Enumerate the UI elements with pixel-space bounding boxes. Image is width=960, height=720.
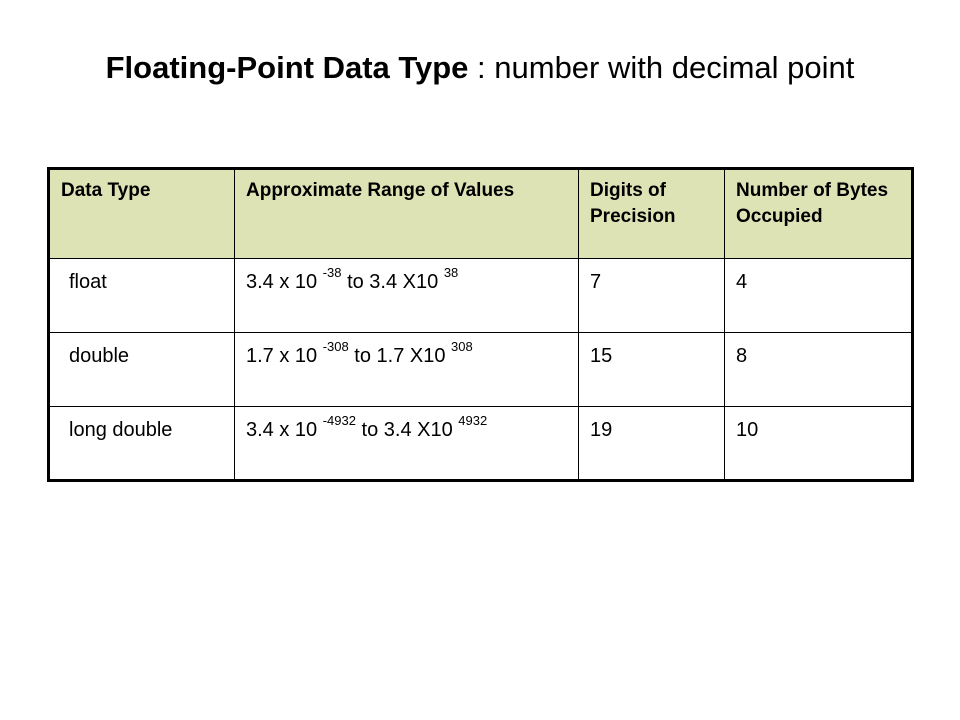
range-mid: to 3.4 X10 [341, 271, 444, 293]
cell-bytes: 4 [725, 259, 913, 333]
range-exponent-low: -308 [322, 339, 349, 354]
cell-type: long double [49, 407, 235, 481]
table-row [49, 333, 913, 407]
range-mid: to 1.7 X10 [348, 345, 452, 367]
data-type-table [47, 167, 914, 482]
cell-type: float [49, 259, 235, 333]
cell-type: double [49, 333, 235, 407]
cell-precision: 15 [579, 333, 725, 407]
cell-range [235, 407, 579, 481]
range-exponent-low: -38 [322, 265, 342, 280]
range-mid: to 3.4 X10 [355, 419, 459, 441]
range-exponent-high: 4932 [458, 413, 488, 428]
range-base: 3.4 x 10 [246, 419, 323, 441]
cell-range [235, 333, 579, 407]
cell-bytes: 10 [725, 407, 913, 481]
cell-range [235, 259, 579, 333]
header-data-type: Data Type [49, 169, 235, 259]
title-bold-part: Floating-Point Data Type [105, 50, 469, 85]
range-base: 3.4 x 10 [246, 271, 323, 293]
range-base: 1.7 x 10 [246, 345, 323, 367]
header-bytes: Number of Bytes Occupied [725, 169, 913, 259]
range-exponent-high: 308 [451, 339, 473, 354]
table-row [49, 259, 913, 333]
cell-precision: 7 [579, 259, 725, 333]
table-header-row [49, 169, 913, 259]
range-exponent-low: -4932 [322, 413, 356, 428]
title-regular-part: : number with decimal point [468, 50, 855, 85]
table-row [49, 407, 913, 481]
range-exponent-high: 38 [443, 265, 459, 280]
cell-precision: 19 [579, 407, 725, 481]
cell-bytes: 8 [725, 333, 913, 407]
header-range: Approximate Range of Values [235, 169, 579, 259]
header-precision: Digits of Precision [579, 169, 725, 259]
slide-title [40, 48, 920, 88]
